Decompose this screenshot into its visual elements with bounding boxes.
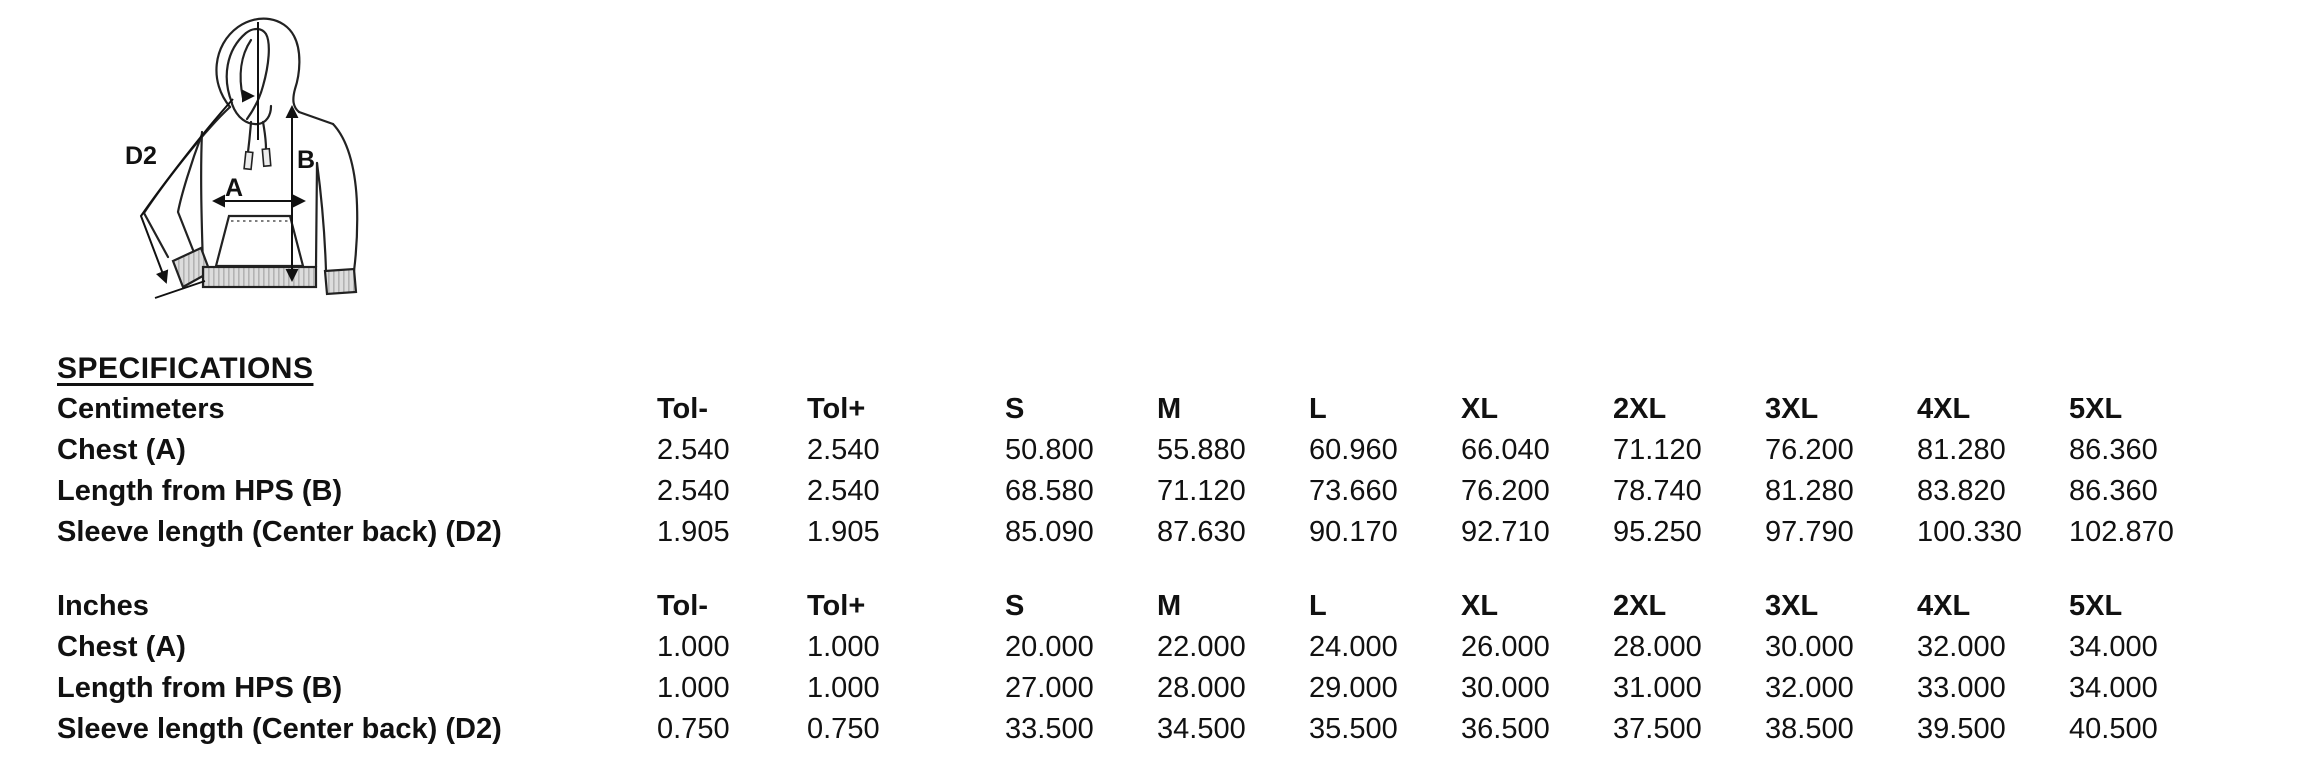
hem-ribbing xyxy=(203,267,316,287)
col-header-s: S xyxy=(1005,590,1025,622)
value-cell: 2.540 xyxy=(807,475,880,507)
row-label: Sleeve length (Center back) (D2) xyxy=(57,516,502,548)
value-cell: 1.000 xyxy=(807,672,880,704)
value-cell: 1.000 xyxy=(807,631,880,663)
value-cell: 1.000 xyxy=(657,631,730,663)
table-row-cm-chest xyxy=(57,430,2221,471)
value-cell: 95.250 xyxy=(1613,516,1702,548)
col-header-tol-plus: Tol+ xyxy=(807,590,866,622)
value-cell: 40.500 xyxy=(2069,713,2158,745)
table-row-in-sleeve xyxy=(57,709,2221,750)
row-label: Chest (A) xyxy=(57,631,186,663)
col-header-5xl: 5XL xyxy=(2069,590,2123,622)
col-header-tol-minus: Tol- xyxy=(657,393,708,425)
value-cell: 81.280 xyxy=(1765,475,1854,507)
value-cell: 1.905 xyxy=(807,516,880,548)
diagram-label-d2: D2 xyxy=(125,142,157,170)
drawstring-aglet-right xyxy=(262,149,270,167)
hoodie-diagram xyxy=(110,5,402,313)
col-header-s: S xyxy=(1005,393,1025,425)
value-cell: 35.500 xyxy=(1309,713,1398,745)
value-cell: 66.040 xyxy=(1461,434,1550,466)
value-cell: 71.120 xyxy=(1157,475,1246,507)
col-header-3xl: 3XL xyxy=(1765,590,1819,622)
value-cell: 60.960 xyxy=(1309,434,1398,466)
kangaroo-pocket xyxy=(216,216,303,266)
value-cell: 20.000 xyxy=(1005,631,1094,663)
value-cell: 90.170 xyxy=(1309,516,1398,548)
value-cell: 39.500 xyxy=(1917,713,2006,745)
value-cell: 38.500 xyxy=(1765,713,1854,745)
col-header-xl: XL xyxy=(1461,393,1499,425)
measure-line-d2-extension xyxy=(155,281,205,298)
value-cell: 83.820 xyxy=(1917,475,2006,507)
col-header-m: M xyxy=(1157,590,1182,622)
hoodie-measurement-diagram xyxy=(110,5,402,313)
col-header-m: M xyxy=(1157,393,1182,425)
table-row-cm-length xyxy=(57,471,2221,512)
row-label: Chest (A) xyxy=(57,434,186,466)
value-cell: 87.630 xyxy=(1157,516,1246,548)
value-cell: 29.000 xyxy=(1309,672,1398,704)
value-cell: 28.000 xyxy=(1613,631,1702,663)
value-cell: 0.750 xyxy=(657,713,730,745)
value-cell: 33.500 xyxy=(1005,713,1094,745)
value-cell: 78.740 xyxy=(1613,475,1702,507)
col-header-l: L xyxy=(1309,393,1327,425)
value-cell: 34.000 xyxy=(2069,672,2158,704)
specifications-heading: SPECIFICATIONS xyxy=(57,352,314,385)
specifications-table xyxy=(57,348,2221,750)
value-cell: 33.000 xyxy=(1917,672,2006,704)
value-cell: 102.870 xyxy=(2069,516,2174,548)
col-header-2xl: 2XL xyxy=(1613,393,1667,425)
value-cell: 0.750 xyxy=(807,713,880,745)
row-label: Length from HPS (B) xyxy=(57,672,343,704)
value-cell: 92.710 xyxy=(1461,516,1550,548)
value-cell: 2.540 xyxy=(807,434,880,466)
centimeters-header-row xyxy=(57,389,2221,430)
value-cell: 86.360 xyxy=(2069,434,2158,466)
col-header-xl: XL xyxy=(1461,590,1499,622)
diagram-label-a: A xyxy=(225,174,244,202)
value-cell: 1.905 xyxy=(657,516,730,548)
value-cell: 100.330 xyxy=(1917,516,2022,548)
value-cell: 71.120 xyxy=(1613,434,1702,466)
col-header-2xl: 2XL xyxy=(1613,590,1667,622)
value-cell: 30.000 xyxy=(1765,631,1854,663)
table-row-in-length xyxy=(57,668,2221,709)
unit-label-inches: Inches xyxy=(57,590,149,622)
value-cell: 2.540 xyxy=(657,434,730,466)
value-cell: 76.200 xyxy=(1765,434,1854,466)
value-cell: 27.000 xyxy=(1005,672,1094,704)
diagram-label-b: B xyxy=(297,146,316,174)
inches-header-row xyxy=(57,586,2221,627)
value-cell: 97.790 xyxy=(1765,516,1854,548)
col-header-5xl: 5XL xyxy=(2069,393,2123,425)
col-header-3xl: 3XL xyxy=(1765,393,1819,425)
col-header-tol-minus: Tol- xyxy=(657,590,708,622)
value-cell: 85.090 xyxy=(1005,516,1094,548)
value-cell: 37.500 xyxy=(1613,713,1702,745)
col-header-4xl: 4XL xyxy=(1917,393,1971,425)
row-label: Length from HPS (B) xyxy=(57,475,343,507)
drawstring-aglet-left xyxy=(244,152,253,170)
value-cell: 73.660 xyxy=(1309,475,1398,507)
table-row-cm-sleeve xyxy=(57,512,2221,553)
value-cell: 32.000 xyxy=(1917,631,2006,663)
col-header-l: L xyxy=(1309,590,1327,622)
value-cell: 2.540 xyxy=(657,475,730,507)
value-cell: 26.000 xyxy=(1461,631,1550,663)
value-cell: 36.500 xyxy=(1461,713,1550,745)
right-cuff xyxy=(325,269,356,294)
value-cell: 1.000 xyxy=(657,672,730,704)
value-cell: 81.280 xyxy=(1917,434,2006,466)
value-cell: 24.000 xyxy=(1309,631,1398,663)
value-cell: 32.000 xyxy=(1765,672,1854,704)
value-cell: 34.000 xyxy=(2069,631,2158,663)
unit-label-centimeters: Centimeters xyxy=(57,393,225,425)
value-cell: 31.000 xyxy=(1613,672,1702,704)
row-label: Sleeve length (Center back) (D2) xyxy=(57,713,502,745)
value-cell: 34.500 xyxy=(1157,713,1246,745)
col-header-4xl: 4XL xyxy=(1917,590,1971,622)
value-cell: 68.580 xyxy=(1005,475,1094,507)
table-row-in-chest xyxy=(57,627,2221,668)
value-cell: 22.000 xyxy=(1157,631,1246,663)
value-cell: 50.800 xyxy=(1005,434,1094,466)
value-cell: 76.200 xyxy=(1461,475,1550,507)
col-header-tol-plus: Tol+ xyxy=(807,393,866,425)
value-cell: 30.000 xyxy=(1461,672,1550,704)
section-gap xyxy=(57,553,2221,586)
value-cell: 55.880 xyxy=(1157,434,1246,466)
value-cell: 86.360 xyxy=(2069,475,2158,507)
value-cell: 28.000 xyxy=(1157,672,1246,704)
